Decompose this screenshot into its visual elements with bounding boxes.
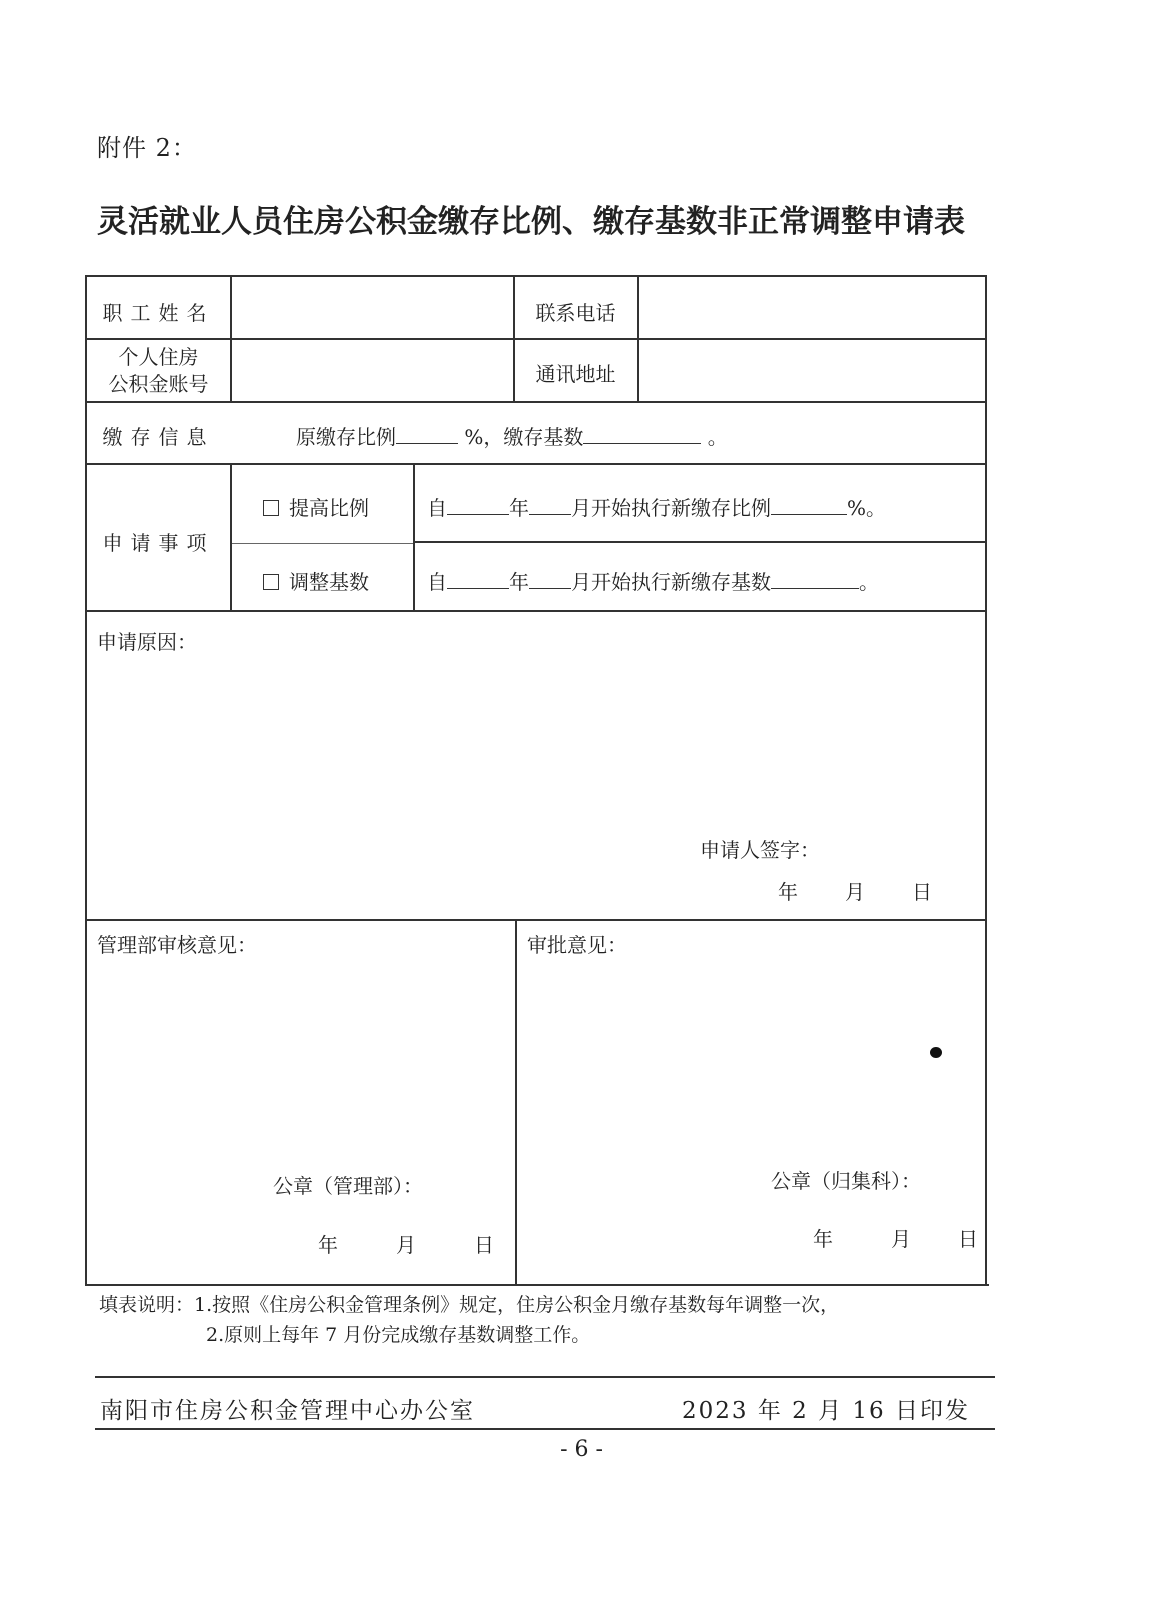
deposit-ratio-prefix: 原缴存比例 xyxy=(296,425,396,449)
ink-speck xyxy=(930,1047,942,1058)
from-label: 自 xyxy=(427,570,447,594)
attachment-label: 附件 2： xyxy=(97,134,197,162)
deposit-end: 。 xyxy=(707,425,728,449)
mgmt-review-field[interactable] xyxy=(100,965,500,1155)
deposit-ratio-blank[interactable] xyxy=(396,442,458,444)
approval-label: 审批意见： xyxy=(527,933,627,957)
base-month-blank[interactable] xyxy=(529,587,571,589)
mgmt-date-year: 年 xyxy=(318,1233,338,1257)
mgmt-review-label: 管理部审核意见： xyxy=(97,933,257,957)
approval-date-year: 年 xyxy=(813,1227,833,1251)
page-number: - 6 - xyxy=(560,1437,603,1462)
footer-issuer: 南阳市住房公积金管理中心办公室 xyxy=(100,1398,475,1424)
new-ratio-blank[interactable] xyxy=(771,513,847,515)
account-label-line1: 个人住房 xyxy=(118,345,199,369)
checkbox-icon[interactable] xyxy=(263,500,279,516)
reason-field[interactable] xyxy=(100,660,970,820)
reason-label: 申请原因： xyxy=(97,630,197,654)
collection-seal-label: 公章（归集科）： xyxy=(771,1169,921,1193)
from-label: 自 xyxy=(427,496,447,520)
applicant-date-month: 月 xyxy=(845,880,865,904)
footer-issue-date: 2023 年 2 月 16 日印发 xyxy=(682,1398,970,1424)
new-base-blank[interactable] xyxy=(771,587,859,589)
year-label: 年 xyxy=(509,496,529,520)
option-adjust-base[interactable] xyxy=(263,566,369,595)
deposit-info-label: 缴存信息 xyxy=(102,425,215,449)
deposit-info-line xyxy=(296,421,728,450)
account-label-line2: 公积金账号 xyxy=(108,372,209,396)
approval-date-month: 月 xyxy=(891,1227,911,1251)
mgmt-seal-label: 公章（管理部）： xyxy=(273,1174,423,1198)
ratio-year-blank[interactable] xyxy=(447,513,509,515)
mgmt-date-month: 月 xyxy=(396,1233,416,1257)
address-field[interactable] xyxy=(639,340,985,401)
approval-field[interactable] xyxy=(530,965,970,1155)
note-line-2: 2.原则上每年 7 月份完成缴存基数调整工作。 xyxy=(206,1324,591,1346)
deposit-ratio-suffix: %，缴存基数 xyxy=(464,425,584,449)
mgmt-date-day: 日 xyxy=(474,1233,494,1257)
raise-ratio-line xyxy=(427,492,886,521)
form-title: 灵活就业人员住房公积金缴存比例、缴存基数非正常调整申请表 xyxy=(97,204,965,240)
footer-top-rule xyxy=(95,1376,995,1378)
application-items-label: 申请事项 xyxy=(102,531,215,555)
deposit-base-blank[interactable] xyxy=(583,442,701,444)
approval-date-day: 日 xyxy=(958,1227,978,1251)
employee-name-field[interactable] xyxy=(232,277,513,338)
month-start-ratio: 月开始执行新缴存比例 xyxy=(571,496,771,520)
employee-name-label: 职工姓名 xyxy=(102,301,215,325)
month-start-base: 月开始执行新缴存基数 xyxy=(571,570,771,594)
base-year-blank[interactable] xyxy=(447,587,509,589)
note-line-1: 填表说明：1.按照《住房公积金管理条例》规定，住房公积金月缴存基数每年调整一次， xyxy=(99,1294,840,1316)
period-end: 。 xyxy=(859,570,879,594)
option-raise-ratio-label: 提高比例 xyxy=(289,496,369,520)
address-label: 通讯地址 xyxy=(535,362,616,386)
account-label xyxy=(87,344,230,398)
option-adjust-base-label: 调整基数 xyxy=(289,570,369,594)
percent-end: %。 xyxy=(847,496,887,520)
year-label: 年 xyxy=(509,570,529,594)
applicant-signature-label: 申请人签字： xyxy=(700,838,820,862)
applicant-date-day: 日 xyxy=(912,880,932,904)
ratio-month-blank[interactable] xyxy=(529,513,571,515)
account-number-field[interactable] xyxy=(232,340,513,401)
phone-label: 联系电话 xyxy=(535,301,616,325)
applicant-date-year: 年 xyxy=(778,880,798,904)
footer-bottom-rule xyxy=(95,1428,995,1430)
checkbox-icon[interactable] xyxy=(263,574,279,590)
option-raise-ratio[interactable] xyxy=(263,492,369,521)
adjust-base-line xyxy=(427,566,879,595)
phone-field[interactable] xyxy=(639,277,985,338)
